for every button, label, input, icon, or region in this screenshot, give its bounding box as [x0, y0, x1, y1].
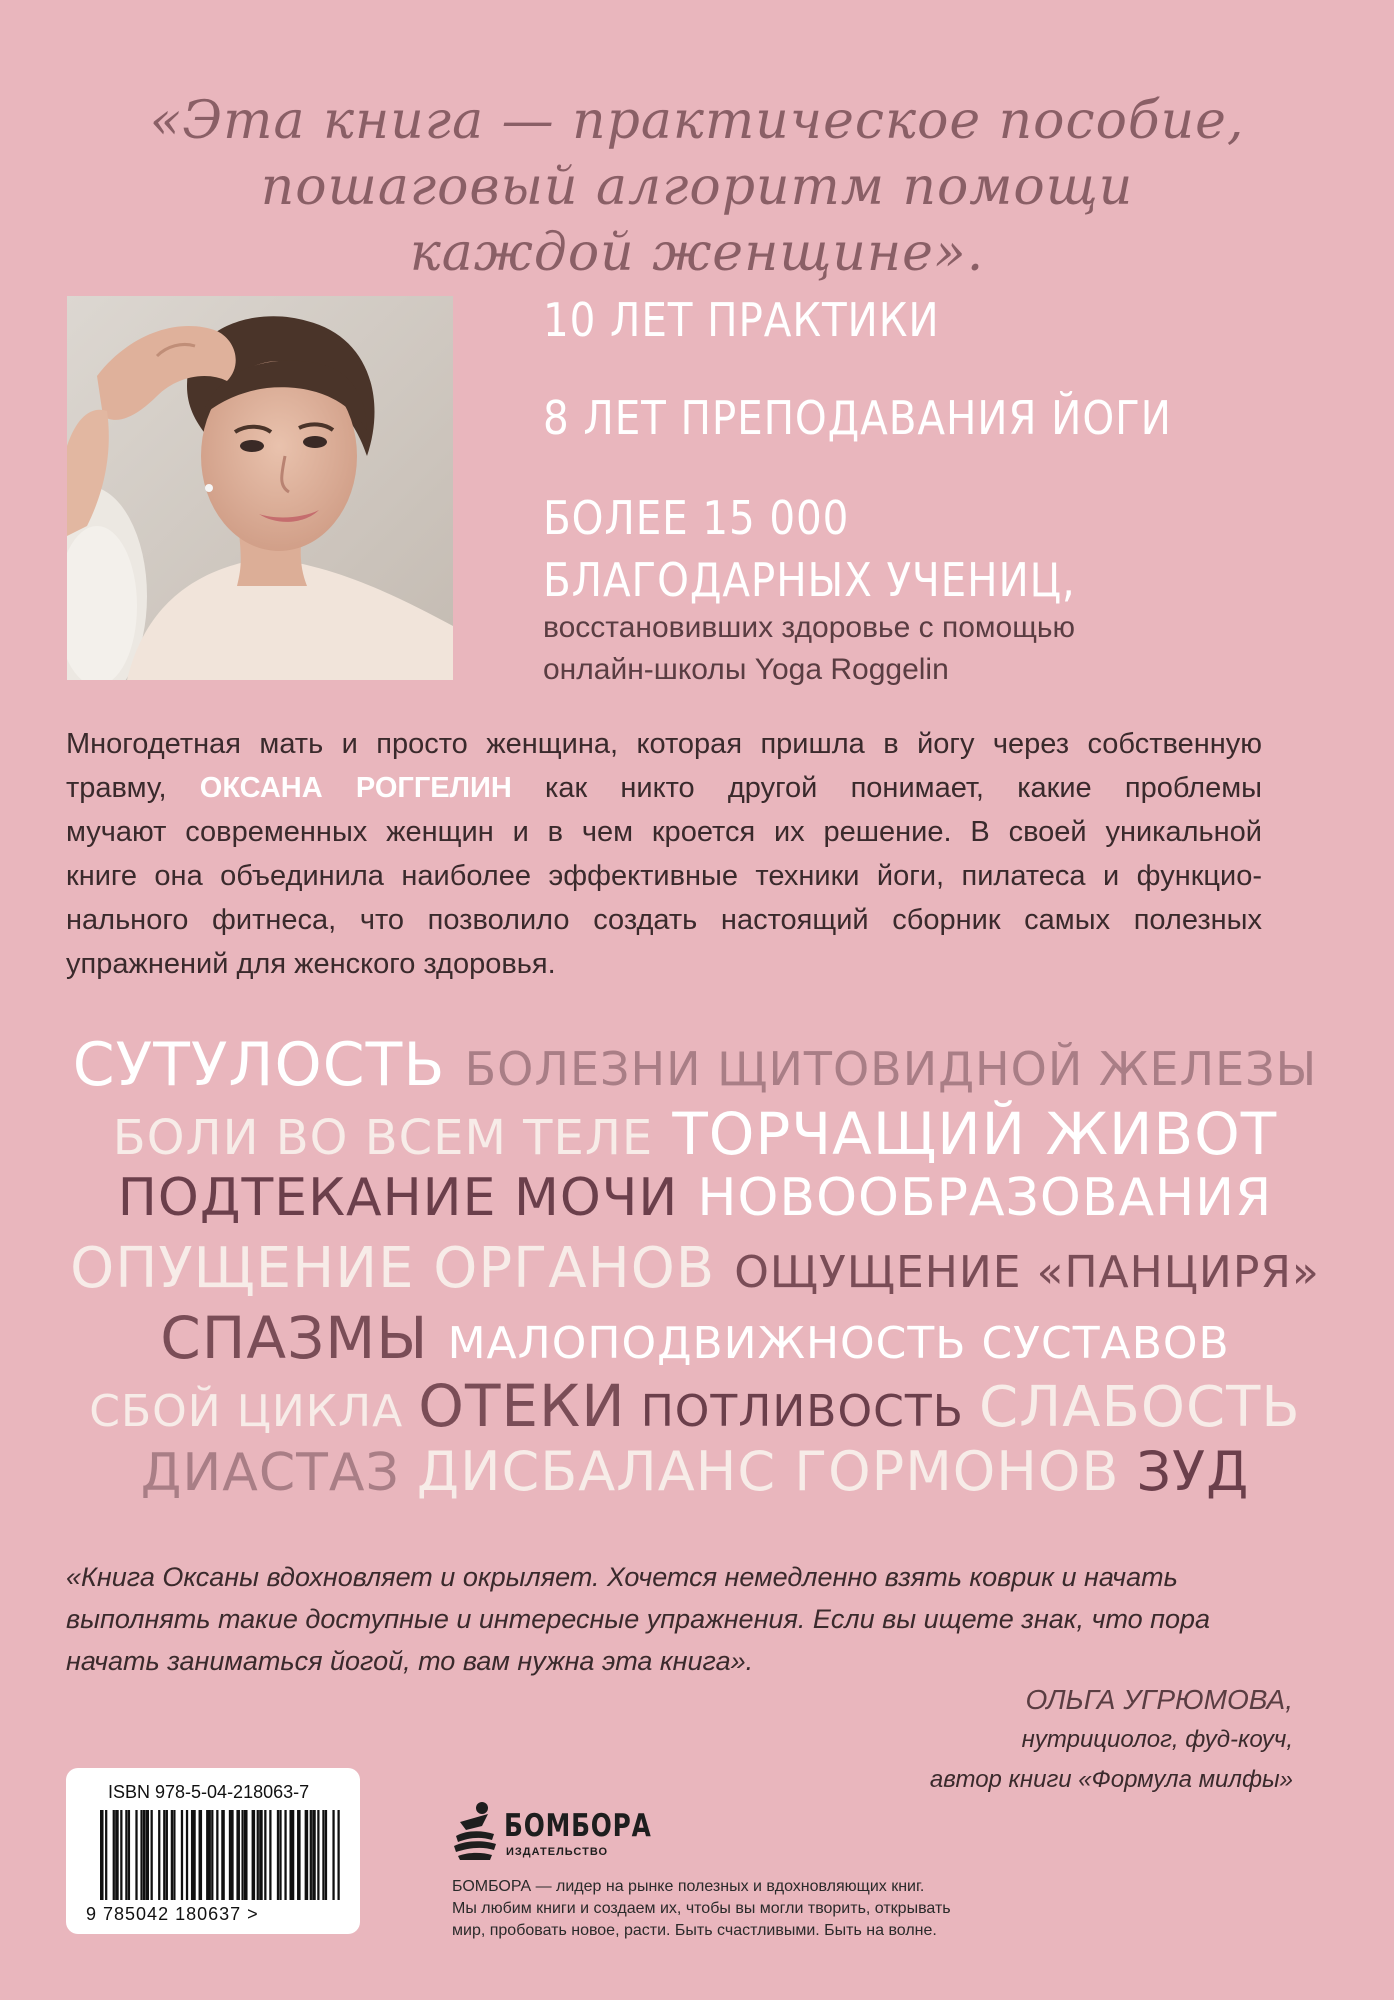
- top-quote-line: каждой женщине».: [409, 223, 985, 283]
- barcode-bar: [325, 1810, 327, 1900]
- barcode-digits: 9 785042 180637 >: [86, 1904, 259, 1924]
- barcode-bar: [171, 1810, 173, 1900]
- stat-students-subtext: восстановивших здоровье с помощью: [543, 611, 1076, 644]
- publisher-line: БОМБОРА — лидер на рынке полезных и вдохновляющих книг.: [452, 1878, 925, 1895]
- barcode-bar: [292, 1810, 294, 1900]
- review-line: «Книга Оксаны вдохновляет и окрыляет. Хочется немедленно взять коврик и начать: [66, 1562, 1178, 1592]
- publisher-line: мир, пробовать новое, расти. Быть счастливыми. Быть на волне.: [452, 1922, 937, 1939]
- barcode-bar: [305, 1810, 309, 1900]
- barcode-bar: [231, 1810, 233, 1900]
- barcode-bar: [322, 1810, 324, 1900]
- cloud-word: СБОЙ ЦИКЛА: [89, 1386, 404, 1437]
- barcode-bar: [244, 1810, 248, 1900]
- reviewer-name: ОЛЬГА УГРЮМОВА,: [1025, 1684, 1293, 1715]
- barcode-bar: [241, 1810, 243, 1900]
- cloud-word: БОЛИ ВО ВСЕМ ТЕЛЕ: [112, 1110, 654, 1166]
- barcode-bar: [259, 1810, 263, 1900]
- cloud-word: ПОТЛИВОСТЬ: [640, 1386, 964, 1437]
- barcode-bar: [163, 1810, 165, 1900]
- barcode-bar: [284, 1810, 286, 1900]
- barcode-bar: [173, 1810, 175, 1900]
- reviewer-signature: [930, 1680, 1293, 1800]
- word-cloud-row: [60, 1168, 1330, 1228]
- barcode-bar: [158, 1810, 160, 1900]
- about-author-paragraph: [66, 722, 1262, 986]
- barcode-bar: [113, 1810, 115, 1900]
- review-line: начать заниматься йогой, то вам нужна эта книга».: [66, 1646, 754, 1676]
- cloud-word: ДИСБАЛАНС ГОРМОНОВ: [416, 1440, 1120, 1503]
- barcode-bar: [143, 1810, 145, 1900]
- cloud-word: ЗУД: [1136, 1440, 1250, 1503]
- word-cloud-row: [60, 1030, 1330, 1100]
- stat-students-label: БЛАГОДАРНЫХ УЧЕНИЦ,: [543, 553, 1076, 607]
- review-quote: [66, 1556, 1296, 1682]
- paragraph-line: [66, 766, 1262, 810]
- paragraph-text: как никто другой понимает, какие проблемы: [545, 772, 1262, 804]
- word-cloud-row: [60, 1100, 1330, 1168]
- paragraph-text: травму,: [66, 772, 167, 804]
- barcode-bar: [181, 1810, 183, 1900]
- barcode-bar: [264, 1810, 266, 1900]
- word-cloud-row: [60, 1440, 1330, 1503]
- cloud-word: ДИАСТАЗ: [140, 1443, 400, 1503]
- cloud-word: СЛАБОСТЬ: [978, 1375, 1301, 1440]
- stat-students-subtext: онлайн-школы Yoga Roggelin: [543, 653, 949, 686]
- publisher-line: Мы любим книги и создаем их, чтобы вы могли творить, открывать: [452, 1900, 951, 1917]
- barcode-panel: [66, 1768, 360, 1934]
- word-cloud-row: [60, 1372, 1330, 1440]
- paragraph-line: упражнений для женского здоровья.: [66, 948, 556, 980]
- barcode-bar: [269, 1810, 271, 1900]
- barcode-bar: [193, 1810, 195, 1900]
- barcode-bar: [140, 1810, 142, 1900]
- barcode-bar: [279, 1810, 281, 1900]
- barcode-bar: [337, 1810, 339, 1900]
- stat-students-count: БОЛЕЕ 15 000: [543, 491, 850, 545]
- barcode-bar: [115, 1810, 119, 1900]
- barcode-bar: [166, 1810, 168, 1900]
- barcode-bar: [151, 1810, 153, 1900]
- barcode-bar: [312, 1810, 316, 1900]
- cloud-word: СПАЗМЫ: [160, 1304, 429, 1372]
- cloud-word: СУТУЛОСТЬ: [72, 1030, 446, 1100]
- cloud-word: ОТЕКИ: [418, 1372, 626, 1440]
- barcode-bar: [297, 1810, 301, 1900]
- reviewer-role: нутрициолог, фуд-коуч,: [1021, 1726, 1293, 1753]
- barcode-bar: [125, 1810, 127, 1900]
- cloud-word: ОЩУЩЕНИЕ «ПАНЦИРЯ»: [734, 1247, 1320, 1298]
- top-quote-line: пошаговый алгоритм помощи: [260, 157, 1134, 217]
- cloud-word: ПОДТЕКАНИЕ МОЧИ: [117, 1168, 679, 1228]
- cloud-word: НОВООБРАЗОВАНИЯ: [697, 1168, 1273, 1228]
- cloud-word: ТОРЧАЩИЙ ЖИВОТ: [672, 1100, 1278, 1168]
- barcode-bar: [236, 1810, 240, 1900]
- barcode-bar: [216, 1810, 218, 1900]
- author-photo: [67, 296, 453, 680]
- barcode-bar: [100, 1810, 104, 1900]
- barcode-bar: [277, 1810, 279, 1900]
- barcode-icon: [100, 1810, 340, 1900]
- barcode-bar: [120, 1810, 122, 1900]
- barcode-bar: [105, 1810, 107, 1900]
- stat-teaching-years: 8 ЛЕТ ПРЕПОДАВАНИЯ ЙОГИ: [543, 391, 1172, 445]
- isbn-label: ISBN 978-5-04-218063-7: [108, 1782, 310, 1802]
- paragraph-line: нального фитнеса, что позволило создать настоящий сборник самых полезных: [66, 904, 1262, 936]
- word-cloud-row: [60, 1236, 1330, 1301]
- paragraph-line: Многодетная мать и просто женщина, которая пришла в йогу через собственную: [66, 728, 1262, 760]
- bombora-logo-icon: [452, 1800, 498, 1860]
- paragraph-line: мучают современных женщин и в чем кроется их решение. В своей уникальной: [66, 816, 1262, 848]
- barcode-bar: [332, 1810, 334, 1900]
- publisher-description: [452, 1876, 951, 1942]
- review-line: выполнять такие доступные и интересные упражнения. Если вы ищете знак, что пора: [66, 1604, 1211, 1634]
- barcode-bar: [128, 1810, 130, 1900]
- barcode-bar: [317, 1810, 319, 1900]
- barcode-bar: [145, 1810, 149, 1900]
- barcode-bar: [211, 1810, 213, 1900]
- barcode-bar: [310, 1810, 312, 1900]
- reviewer-role: автор книги «Формула милфы»: [929, 1766, 1293, 1793]
- barcode-bar: [252, 1810, 256, 1900]
- cloud-word: ОПУЩЕНИЕ ОРГАНОВ: [70, 1236, 716, 1301]
- barcode-bar: [199, 1810, 203, 1900]
- author-name: ОКСАНА РОГГЕЛИН: [199, 772, 512, 804]
- stat-practice-years: 10 ЛЕТ ПРАКТИКИ: [543, 293, 940, 347]
- author-portrait-illustration: [67, 296, 453, 680]
- top-quote-line: «Эта книга — практическое пособие,: [149, 91, 1245, 151]
- barcode-bar: [186, 1810, 188, 1900]
- top-quote: [110, 88, 1284, 286]
- word-cloud-row: [60, 1304, 1330, 1372]
- cloud-word: МАЛОПОДВИЖНОСТЬ СУСТАВОВ: [447, 1318, 1230, 1369]
- publisher-logo-subtitle: ИЗДАТЕЛЬСТВО: [506, 1846, 609, 1858]
- publisher-logo-name: БОМБОРА: [504, 1808, 652, 1844]
- barcode-bar: [257, 1810, 259, 1900]
- cloud-word: БОЛЕЗНИ ЩИТОВИДНОЙ ЖЕЛЕЗЫ: [464, 1042, 1318, 1096]
- barcode-bar: [209, 1810, 211, 1900]
- barcode-bar: [135, 1810, 137, 1900]
- paragraph-line: книге она объединила наиболее эффективные техники йоги, пилатеса и функцио-: [66, 860, 1262, 892]
- barcode-bar: [221, 1810, 225, 1900]
